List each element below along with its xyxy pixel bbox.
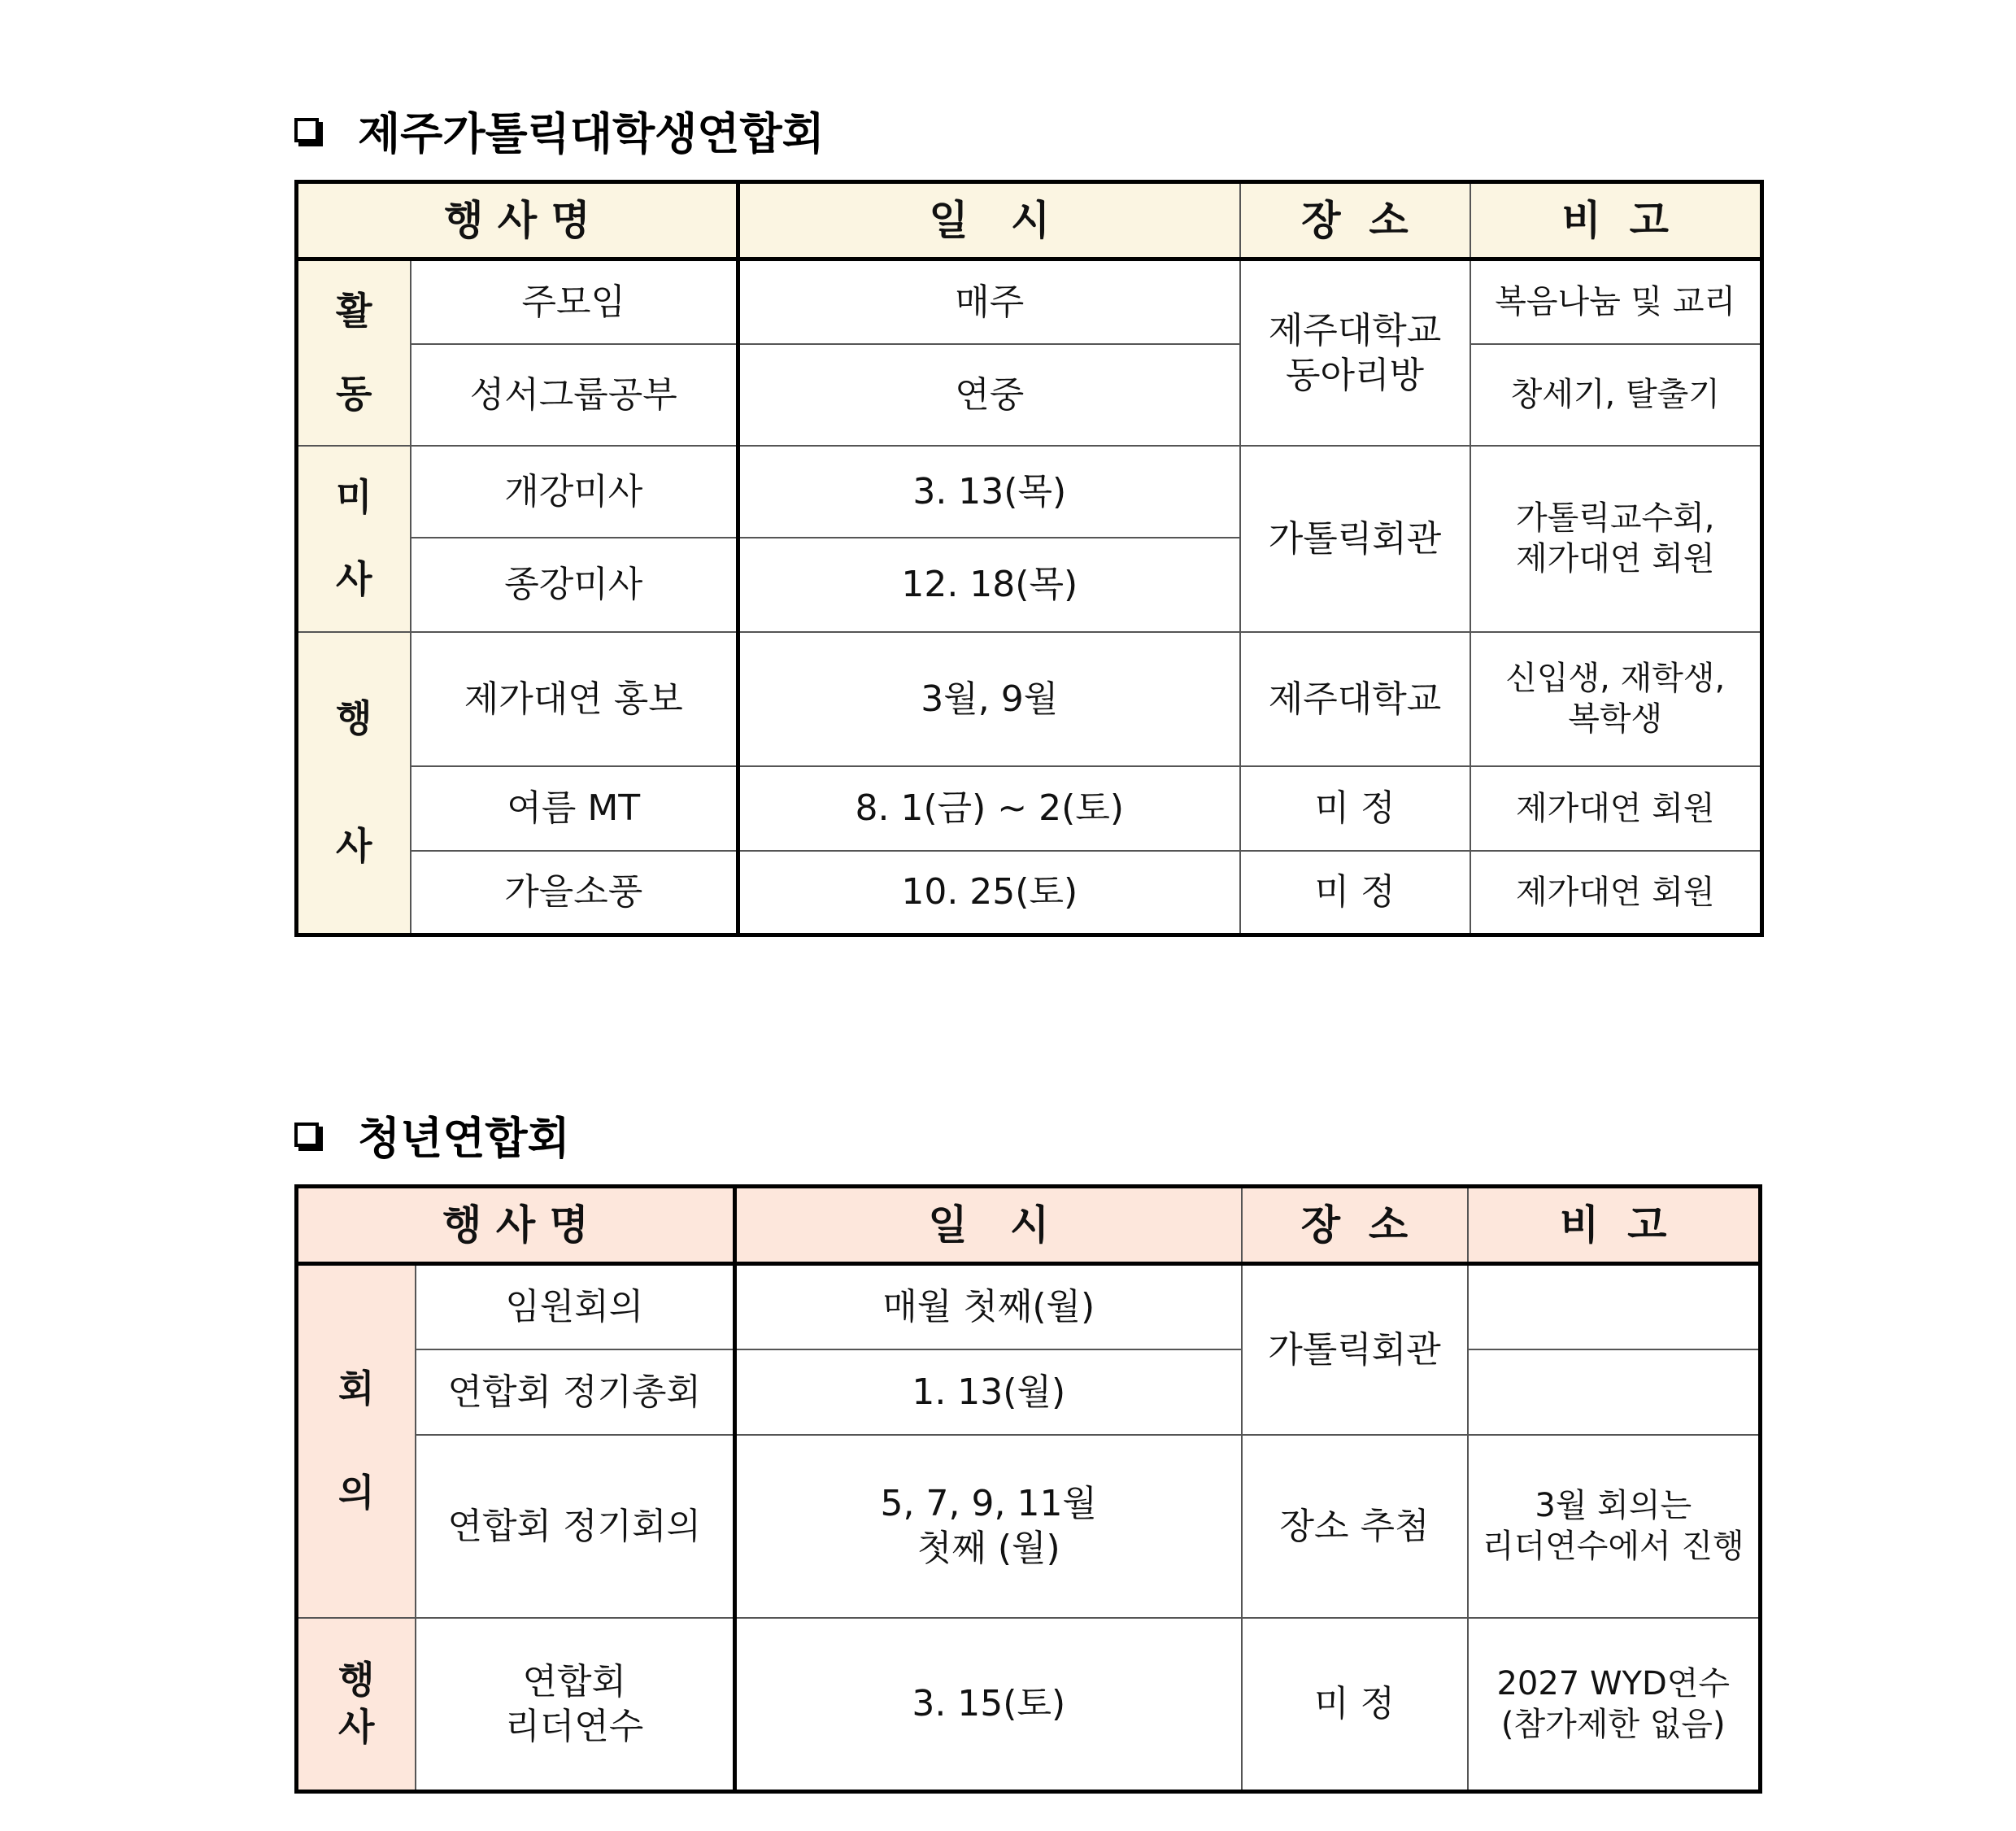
event-date-cell: 3월, 9월	[738, 632, 1240, 766]
group-label-activity: 활 동	[297, 259, 411, 446]
table-header-row	[297, 182, 1762, 259]
event-place-cell: 미 정	[1240, 851, 1470, 935]
event-date-cell: 10. 25(토)	[738, 851, 1240, 935]
event-name-cell: 연합회 정기회의	[416, 1435, 735, 1618]
event-date-cell: 8. 1(금) ~ 2(토)	[738, 766, 1240, 851]
header-date: 일 시	[735, 1187, 1242, 1264]
event-date-cell: 매주	[738, 259, 1240, 344]
event-name-cell: 가을소풍	[411, 851, 738, 935]
event-name-cell: 주모임	[411, 259, 738, 344]
event-place-cell: 제주대학교 동아리방	[1240, 259, 1470, 446]
youth-association-schedule-table	[294, 1184, 1762, 1794]
section-2-title: 청년연합회	[294, 1102, 570, 1167]
table-row	[297, 259, 1762, 344]
event-note-cell: 3월 회의는 리더연수에서 진행	[1468, 1435, 1761, 1618]
header-date: 일 시	[738, 182, 1240, 259]
event-note-cell: 2027 WYD연수 (참가제한 없음)	[1468, 1618, 1761, 1792]
event-note-cell: 신입생, 재학생, 복학생	[1470, 632, 1762, 766]
event-place-cell: 가톨릭회관	[1242, 1264, 1468, 1435]
event-note-cell	[1468, 1349, 1761, 1435]
table-row	[297, 446, 1762, 538]
event-date-cell: 3. 13(목)	[738, 446, 1240, 538]
catholic-university-students-schedule-table	[294, 180, 1764, 937]
group-label-event: 행 사	[297, 1618, 416, 1792]
checkbox-square-icon	[294, 118, 319, 142]
checkbox-square-icon	[294, 1123, 319, 1147]
header-event-name: 행 사 명	[297, 1187, 735, 1264]
event-name-cell: 성서그룹공부	[411, 344, 738, 446]
event-name-cell: 연합회 리더연수	[416, 1618, 735, 1792]
event-name-cell: 개강미사	[411, 446, 738, 538]
group-label-event: 행 사	[297, 632, 411, 935]
event-note-cell: 제가대연 회원	[1470, 766, 1762, 851]
table-row	[297, 766, 1762, 851]
table-row	[297, 1349, 1761, 1435]
event-name-cell: 종강미사	[411, 538, 738, 632]
event-note-cell: 복음나눔 및 교리	[1470, 259, 1762, 344]
event-note-cell: 창세기, 탈출기	[1470, 344, 1762, 446]
event-date-cell: 1. 13(월)	[735, 1349, 1242, 1435]
table-row	[297, 632, 1762, 766]
event-note-cell: 제가대연 회원	[1470, 851, 1762, 935]
event-name-cell: 임원회의	[416, 1264, 735, 1349]
header-note: 비 고	[1468, 1187, 1761, 1264]
event-place-cell: 가톨릭회관	[1240, 446, 1470, 632]
group-label-mass: 미 사	[297, 446, 411, 632]
table-header-row	[297, 1187, 1761, 1264]
header-note: 비 고	[1470, 182, 1762, 259]
table-row	[297, 1264, 1761, 1349]
event-date-cell: 3. 15(토)	[735, 1618, 1242, 1792]
event-place-cell: 미 정	[1242, 1618, 1468, 1792]
event-date-cell: 5, 7, 9, 11월 첫째 (월)	[735, 1435, 1242, 1618]
event-name-cell: 연합회 정기총회	[416, 1349, 735, 1435]
table-row	[297, 344, 1762, 446]
group-label-meeting: 회 의	[297, 1264, 416, 1618]
table-row	[297, 851, 1762, 935]
header-place: 장 소	[1240, 182, 1470, 259]
event-name-cell: 제가대연 홍보	[411, 632, 738, 766]
event-date-cell: 연중	[738, 344, 1240, 446]
section-1-title: 제주가톨릭대학생연합회	[294, 98, 825, 163]
table-row	[297, 1618, 1761, 1792]
event-place-cell: 장소 추첨	[1242, 1435, 1468, 1618]
header-event-name: 행 사 명	[297, 182, 738, 259]
table-row	[297, 1435, 1761, 1618]
header-place: 장 소	[1242, 1187, 1468, 1264]
event-date-cell: 12. 18(목)	[738, 538, 1240, 632]
event-note-cell: 가톨릭교수회, 제가대연 회원	[1470, 446, 1762, 632]
event-date-cell: 매월 첫째(월)	[735, 1264, 1242, 1349]
event-name-cell: 여름 MT	[411, 766, 738, 851]
event-place-cell: 제주대학교	[1240, 632, 1470, 766]
event-note-cell	[1468, 1264, 1761, 1349]
event-place-cell: 미 정	[1240, 766, 1470, 851]
